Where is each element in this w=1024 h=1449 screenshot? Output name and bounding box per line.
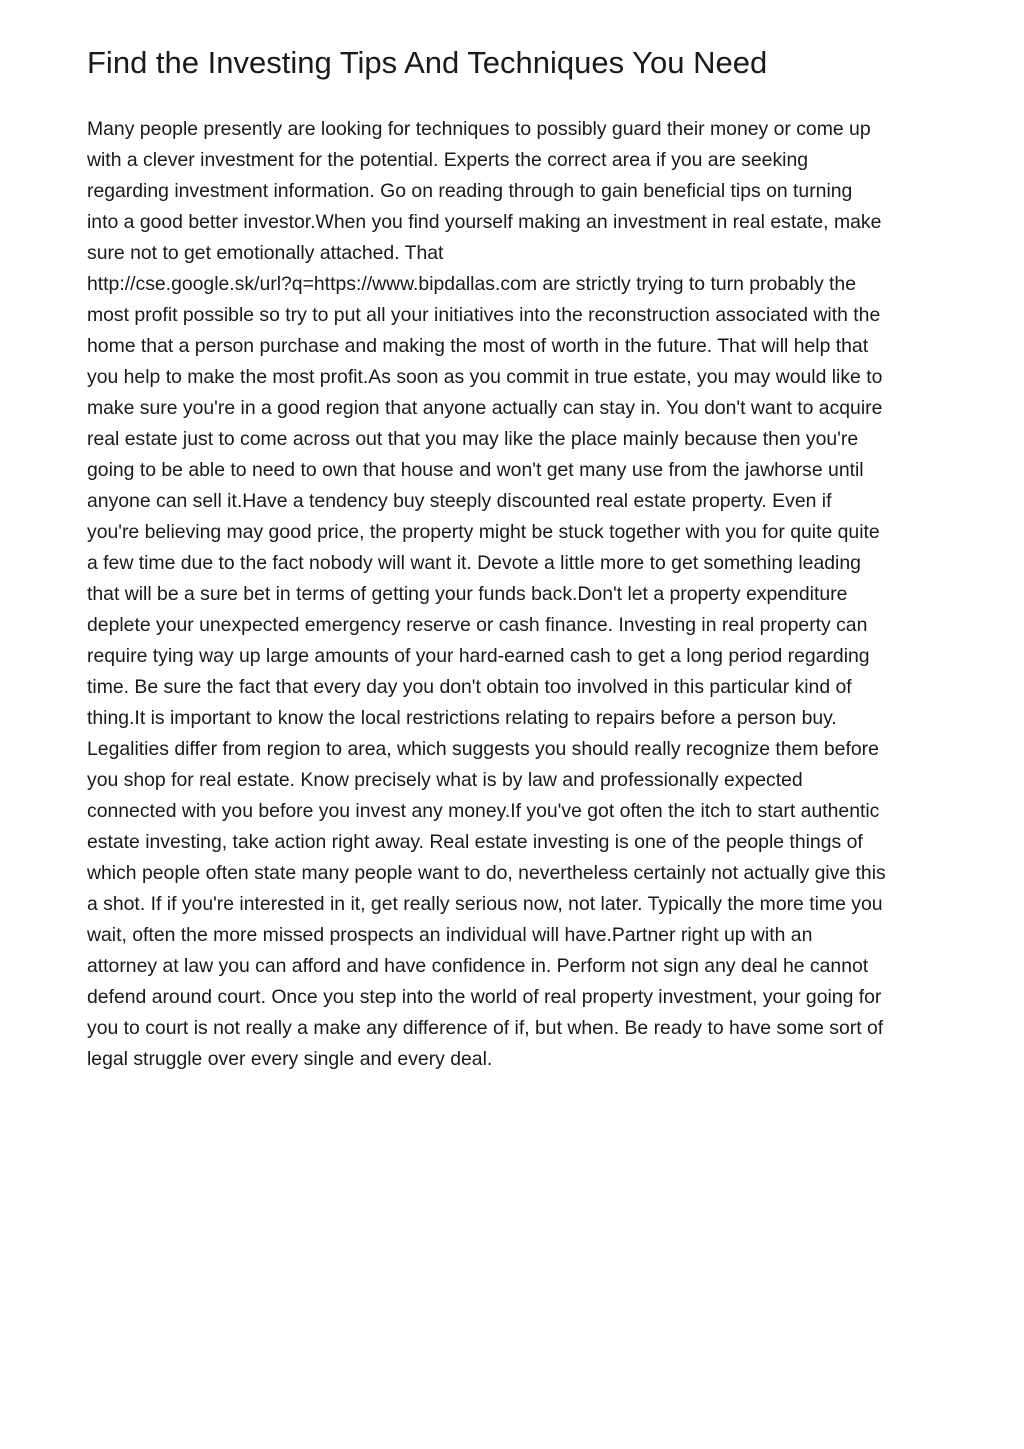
body-line-url: http://cse.google.sk/url?q=https://www.bipdallas.com are strictly trying to turn probably the (87, 273, 856, 295)
body-line: time. Be sure the fact that every day you don't obtain too involved in this particular kind of (87, 676, 852, 698)
body-line: legal struggle over every single and every deal. (87, 1048, 493, 1070)
body-line: most profit possible so try to put all your initiatives into the reconstruction associated with the (87, 304, 881, 326)
body-line: thing.It is important to know the local restrictions relating to repairs before a person buy. (87, 707, 837, 729)
body-line: attorney at law you can afford and have confidence in. Perform not sign any deal he cannot (87, 955, 869, 977)
body-line: estate investing, take action right away. Real estate investing is one of the people things of (87, 831, 863, 853)
body-line: you help to make the most profit.As soon as you commit in true estate, you may would like to (87, 366, 883, 388)
body-line: you shop for real estate. Know precisely what is by law and professionally expected (87, 769, 803, 791)
body-line: deplete your unexpected emergency reserve or cash finance. Investing in real property can (87, 614, 868, 636)
body-line: regarding investment information. Go on reading through to gain beneficial tips on turning (87, 180, 853, 202)
body-line: anyone can sell it.Have a tendency buy steeply discounted real estate property. Even if (87, 490, 832, 512)
body-line: going to be able to need to own that house and won't get many use from the jawhorse until (87, 459, 864, 481)
body-line: real estate just to come across out that you may like the place mainly because then you're (87, 428, 859, 450)
document-body (87, 114, 942, 1075)
body-line: into a good better investor.When you find yourself making an investment in real estate, make (87, 211, 882, 233)
document-title: Find the Investing Tips And Techniques You Need (87, 45, 768, 80)
body-line: defend around court. Once you step into the world of real property investment, your going for (87, 986, 882, 1008)
body-line: a few time due to the fact nobody will want it. Devote a little more to get something leading (87, 552, 861, 574)
body-line: with a clever investment for the potential. Experts the correct area if you are seeking (87, 149, 809, 171)
body-line: which people often state many people want to do, nevertheless certainly not actually give this (87, 862, 886, 884)
body-line: Legalities differ from region to area, which suggests you should really recognize them before (87, 738, 879, 760)
body-line: sure not to get emotionally attached. That (87, 242, 444, 264)
body-line: connected with you before you invest any money.If you've got often the itch to start authentic (87, 800, 880, 822)
body-line: home that a person purchase and making the most of worth in the future. That will help that (87, 335, 869, 357)
document-page (87, 40, 942, 1075)
body-line: you're believing may good price, the property might be stuck together with you for quite quite (87, 521, 880, 543)
body-line: wait, often the more missed prospects an individual will have.Partner right up with an (87, 924, 813, 946)
body-line: make sure you're in a good region that anyone actually can stay in. You don't want to acquire (87, 397, 883, 419)
body-line: a shot. If if you're interested in it, get really serious now, not later. Typically the more time you (87, 893, 883, 915)
body-line: you to court is not really a make any difference of if, but when. Be ready to have some sort of (87, 1017, 884, 1039)
body-line: that will be a sure bet in terms of getting your funds back.Don't let a property expenditure (87, 583, 848, 605)
body-line: Many people presently are looking for techniques to possibly guard their money or come up (87, 118, 871, 140)
body-line: require tying way up large amounts of your hard-earned cash to get a long period regarding (87, 645, 870, 667)
